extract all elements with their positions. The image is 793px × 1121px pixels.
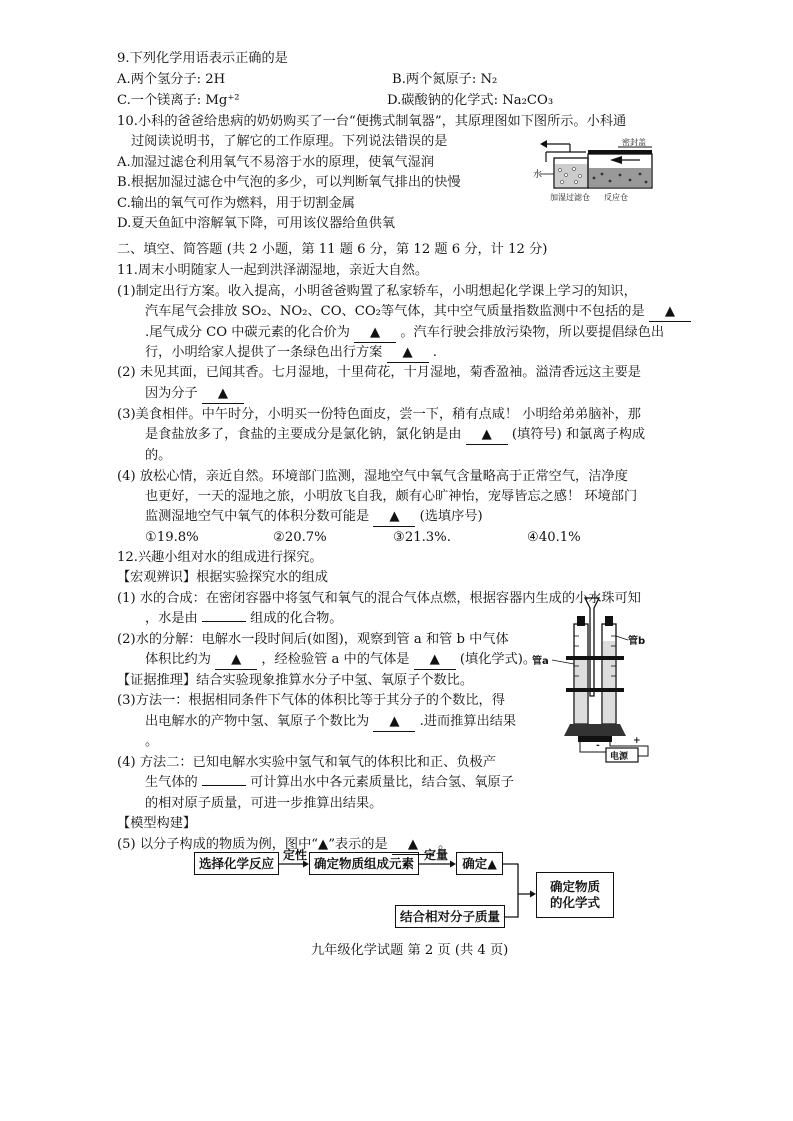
flow-box-determine-elements: 确定物质组成元素	[309, 852, 419, 875]
flow-box-determine-formula: 确定物质 的化学式	[536, 872, 614, 918]
answer-blank-plain[interactable]	[202, 621, 246, 622]
q12-model-heading: 【模型构建】	[117, 816, 197, 831]
lid-label: 密封盖	[622, 138, 646, 147]
q10-option-b: B.根据加湿过滤仓中气泡的多少，可以判断氧气排出的快慢	[117, 175, 461, 190]
q11-part1-line2: 汽车尾气会排放 SO₂、NO₂、CO、CO₂等气体，其中空气质量指数监测中不包括的是 ▲	[145, 302, 691, 322]
q12-part1-line1: (1) 水的合成：在密闭容器中将氢气和氧气的混合气体点燃，根据容器内生成的小水珠可知	[117, 591, 641, 606]
flow-arrow-label-qualitative: 定性	[283, 848, 308, 862]
q11-part1-line3: .尾气成分 CO 中碳元素的化合价为 ▲ 。汽车行驶会排放污染物，所以要提倡绿色出	[145, 323, 664, 343]
q12-evidence-heading: 【证据推理】结合实验现象推算水分子中氢、氧原子个数比。	[117, 673, 474, 688]
q12-part4-line1: (4) 方法二：已知电解水实验中氢气和氧气的体积比和正、负极产	[117, 755, 496, 770]
q11-part3-line1: (3)美食相伴。中午时分，小明买一份特色面皮，尝一下，稍有点咸！ 小明给弟弟脑补，那	[117, 407, 641, 422]
answer-blank[interactable]: ▲	[466, 425, 508, 445]
tube-b-label: 管b	[628, 636, 646, 647]
q9-option-d: D.碳酸钠的化学式: Na₂CO₃	[387, 93, 554, 108]
section2-heading: 二、填空、简答题 (共 2 小题，第 11 题 6 分，第 12 题 6 分，计 12 分)	[117, 242, 548, 257]
q9-option-c: C.一个镁离子: Mg⁺²	[117, 93, 240, 108]
q11-option-2: ②20.7%	[273, 530, 327, 545]
answer-blank[interactable]: ▲	[202, 384, 244, 404]
plus-label: +	[633, 736, 641, 746]
electrolysis-apparatus-figure	[530, 596, 655, 764]
flow-arrow-label-quantitative: 定量	[424, 848, 449, 862]
flow-box-determine-blank: 确定▲	[456, 852, 503, 875]
answer-blank[interactable]: ▲	[373, 712, 415, 732]
q10-stem-line2: 过阅读说明书，了解它的工作原理。下列说法错误的是	[131, 134, 448, 149]
answer-blank[interactable]: ▲	[414, 650, 456, 670]
answer-blank[interactable]: ▲	[354, 323, 396, 343]
q11-part4-line2: 也更好，一天的湿地之旅，小明放飞自我，颇有心旷神怡，宠辱皆忘之感！ 环境部门	[145, 489, 638, 504]
answer-blank[interactable]: ▲	[392, 835, 434, 855]
tube-a-label: 管a	[532, 656, 549, 667]
flow-connectors	[270, 850, 550, 925]
q10-stem-line1: 10.小科的爸爸给患病的奶奶购买了一台“便携式制氧器”，其原理图如下图所示。小科通	[117, 114, 627, 129]
answer-blank[interactable]: ▲	[373, 507, 415, 527]
filter-chamber-label: 加湿过滤仓	[550, 193, 590, 202]
q11-option-1: ①19.8%	[145, 530, 199, 545]
q12-stem: 12.兴趣小组对水的组成进行探究。	[117, 550, 323, 565]
q12-part1-line2: ，水是由 组成的化合物。	[145, 611, 343, 626]
water-label: 水	[533, 170, 543, 180]
answer-blank[interactable]: ▲	[387, 343, 429, 363]
q12-part4-line3: 的相对原子质量，可进一步推算出结果。	[145, 796, 383, 811]
q11-stem: 11.周末小明随家人一起到洪泽湖湿地，亲近大自然。	[117, 263, 429, 278]
page-footer: 九年级化学试题 第 2 页 (共 4 页)	[311, 943, 509, 958]
q12-part2-line1: (2)水的分解：电解水一段时间后(如图)，观察到管 a 和管 b 中气体	[117, 632, 509, 647]
flow-box-relative-molecular-mass: 结合相对分子质量	[395, 905, 505, 928]
q12-macro-heading: 【宏观辨识】根据实验探究水的组成	[117, 570, 328, 585]
q9-stem: 9.下列化学用语表示正确的是	[117, 51, 288, 66]
q11-part2-line1: (2) 未见其面，已闻其香。七月湿地，十里荷花，十月湿地，菊香盈袖。溢清香远这主要是	[117, 365, 641, 380]
q11-part3-line2: 是食盐放多了，食盐的主要成分是氯化钠，氯化钠是由 ▲ (填符号) 和氯离子构成	[145, 425, 645, 445]
answer-blank-plain[interactable]	[202, 785, 246, 786]
power-label: 电源	[610, 752, 629, 762]
q9-option-a: A.两个氢分子: 2H	[117, 72, 226, 87]
answer-blank[interactable]: ▲	[649, 302, 691, 322]
q12-part4-line2: 生气体的 可计算出水中各元素质量比，结合氢、氧原子	[145, 775, 514, 790]
q10-option-a: A.加湿过滤仓利用氧气不易溶于水的原理，使氧气湿润	[117, 155, 435, 170]
q12-part2-line2: 体积比约为 ▲ ，经检验管 a 中的气体是 ▲ (填化学式)。	[145, 650, 536, 670]
q11-part3-line3: 的。	[145, 448, 172, 463]
q11-part2-line2: 因为分子 ▲	[145, 384, 244, 404]
q10-option-d: D.夏天鱼缸中溶解氧下降，可用该仪器给鱼供氧	[117, 216, 396, 231]
flow-box-select-reaction: 选择化学反应	[194, 852, 279, 875]
q12-part3-line2: 出电解水的产物中氢、氧原子个数比为 ▲ .进而推算出结果	[145, 712, 516, 732]
q11-part1-line4: 行，小明给家人提供了一条绿色出行方案 ▲ .	[145, 343, 437, 363]
minus-label: -	[596, 741, 600, 751]
answer-blank[interactable]: ▲	[215, 650, 257, 670]
q11-option-3: ③21.3%.	[393, 530, 451, 545]
q11-part4-line1: (4) 放松心情，亲近自然。环境部门监测，湿地空气中氧气含量略高于正常空气，洁净度	[117, 469, 628, 484]
q11-part4-line3: 监测湿地空气中氧气的体积分数可能是 ▲ (选填序号)	[145, 507, 483, 527]
q11-part1-line1: (1)制定出行方案。收入提高，小明爸爸购置了私家轿车，小明想起化学课上学习的知识，	[117, 284, 637, 299]
oxygen-generator-figure	[530, 136, 655, 206]
q9-option-b: B.两个氮原子: N₂	[392, 72, 498, 87]
q12-part3-line3: 。	[145, 734, 159, 749]
q12-part3-line1: (3)方法一：根据相同条件下气体的体积比等于其分子的个数比，得	[117, 693, 505, 708]
q11-option-4: ④40.1%	[527, 530, 581, 545]
q12-part5-line: (5) 以分子构成的物质为例，图中“▲”表示的是 ▲ 。	[117, 835, 451, 855]
q10-option-c: C.输出的氧气可作为燃料，用于切割金属	[117, 196, 355, 211]
reactor-chamber-label: 反应仓	[604, 193, 628, 202]
